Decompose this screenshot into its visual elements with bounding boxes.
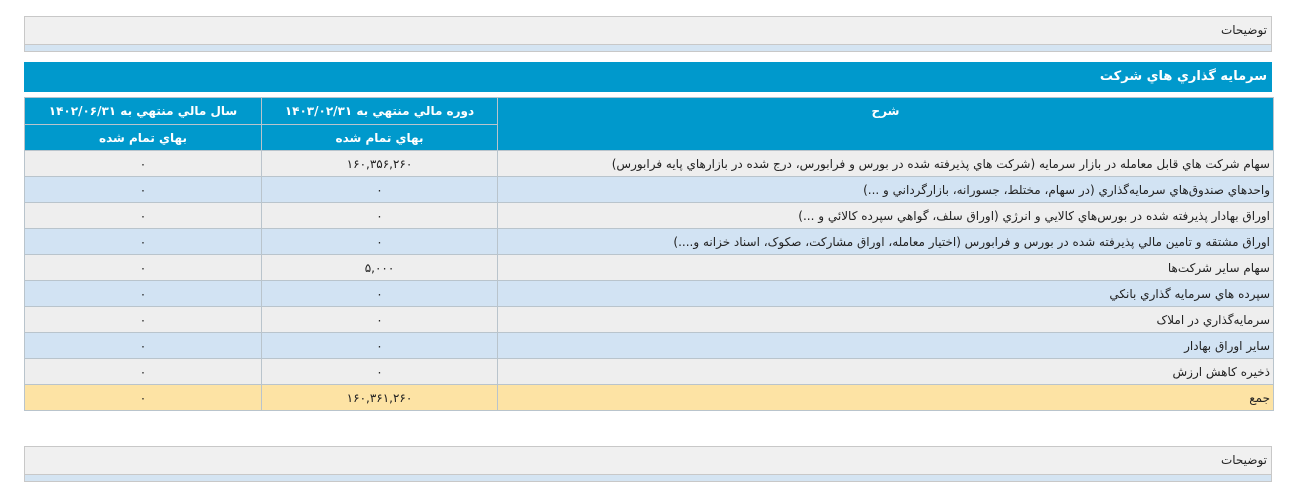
table-row [25,255,1274,281]
column-subheader-cost-previous: بهاي تمام شده [25,125,262,151]
row-description: سهام شرکت هاي قابل معامله در بازار سرمايه (شرکت هاي پذيرفته شده در بورس و فرابورس، درج شده در بازارهاي پايه فرابورس) [498,151,1274,177]
row-value-previous: ۰ [25,359,262,385]
row-value-current: ۰ [262,281,498,307]
table-total-row [25,385,1274,411]
notes-label: توضیحات [1220,23,1267,37]
row-value-previous: ۰ [25,281,262,307]
table-row [25,359,1274,385]
row-value-current: ۰ [262,307,498,333]
notes-strip [25,44,1271,51]
column-header-period-previous: سال مالي منتهي به ۱۴۰۲/۰۶/۳۱ [25,98,262,125]
notes-label: توضیحات [1220,453,1267,467]
column-header-period-current: دوره مالي منتهي به ۱۴۰۳/۰۲/۳۱ [262,98,498,125]
row-description: ساير اوراق بهادار [498,333,1274,359]
total-value-current: ۱۶۰,۳۶۱,۲۶۰ [262,385,498,411]
table-row [25,333,1274,359]
row-value-previous: ۰ [25,177,262,203]
section-title: سرمایه گذاري هاي شرکت [24,62,1272,92]
row-description: اوراق بهادار پذيرفته شده در بورس‌هاي کالايي و انرژي (اوراق سلف، گواهي سپرده کالائي و ...) [498,203,1274,229]
table-row [25,281,1274,307]
row-description: واحدهاي صندوق‌هاي سرمايه‌گذاري (در سهام، مختلط، جسورانه، بازارگرداني و ...) [498,177,1274,203]
row-value-current: ۰ [262,333,498,359]
table-row [25,229,1274,255]
table-row [25,151,1274,177]
table-row [25,203,1274,229]
table-header-row [25,98,1274,125]
row-value-current: ۰ [262,177,498,203]
row-value-current: ۱۶۰,۳۵۶,۲۶۰ [262,151,498,177]
row-value-current: ۵,۰۰۰ [262,255,498,281]
row-description: سپرده هاي سرمايه گذاري بانکي [498,281,1274,307]
row-value-previous: ۰ [25,333,262,359]
column-subheader-cost-current: بهاي تمام شده [262,125,498,151]
row-value-previous: ۰ [25,203,262,229]
table-row [25,307,1274,333]
investments-table [24,97,1274,411]
total-label: جمع [498,385,1274,411]
row-value-current: ۰ [262,359,498,385]
notes-box-top [24,16,1272,52]
row-value-previous: ۰ [25,151,262,177]
row-value-current: ۰ [262,203,498,229]
row-description: سرمايه‌گذاري در املاک [498,307,1274,333]
row-description: سهام ساير شرکت‌ها [498,255,1274,281]
table-row [25,177,1274,203]
row-value-previous: ۰ [25,229,262,255]
column-header-description: شرح [498,98,1274,151]
total-value-previous: ۰ [25,385,262,411]
row-value-previous: ۰ [25,255,262,281]
row-description: ذخيره کاهش ارزش [498,359,1274,385]
row-value-current: ۰ [262,229,498,255]
notes-box-bottom [24,446,1272,482]
row-value-previous: ۰ [25,307,262,333]
row-description: اوراق مشتقه و تامين مالي پذيرفته شده در بورس و فرابورس (اختيار معامله، اوراق مشارکت، صکوک، اسناد خزانه و....) [498,229,1274,255]
notes-strip [25,474,1271,481]
